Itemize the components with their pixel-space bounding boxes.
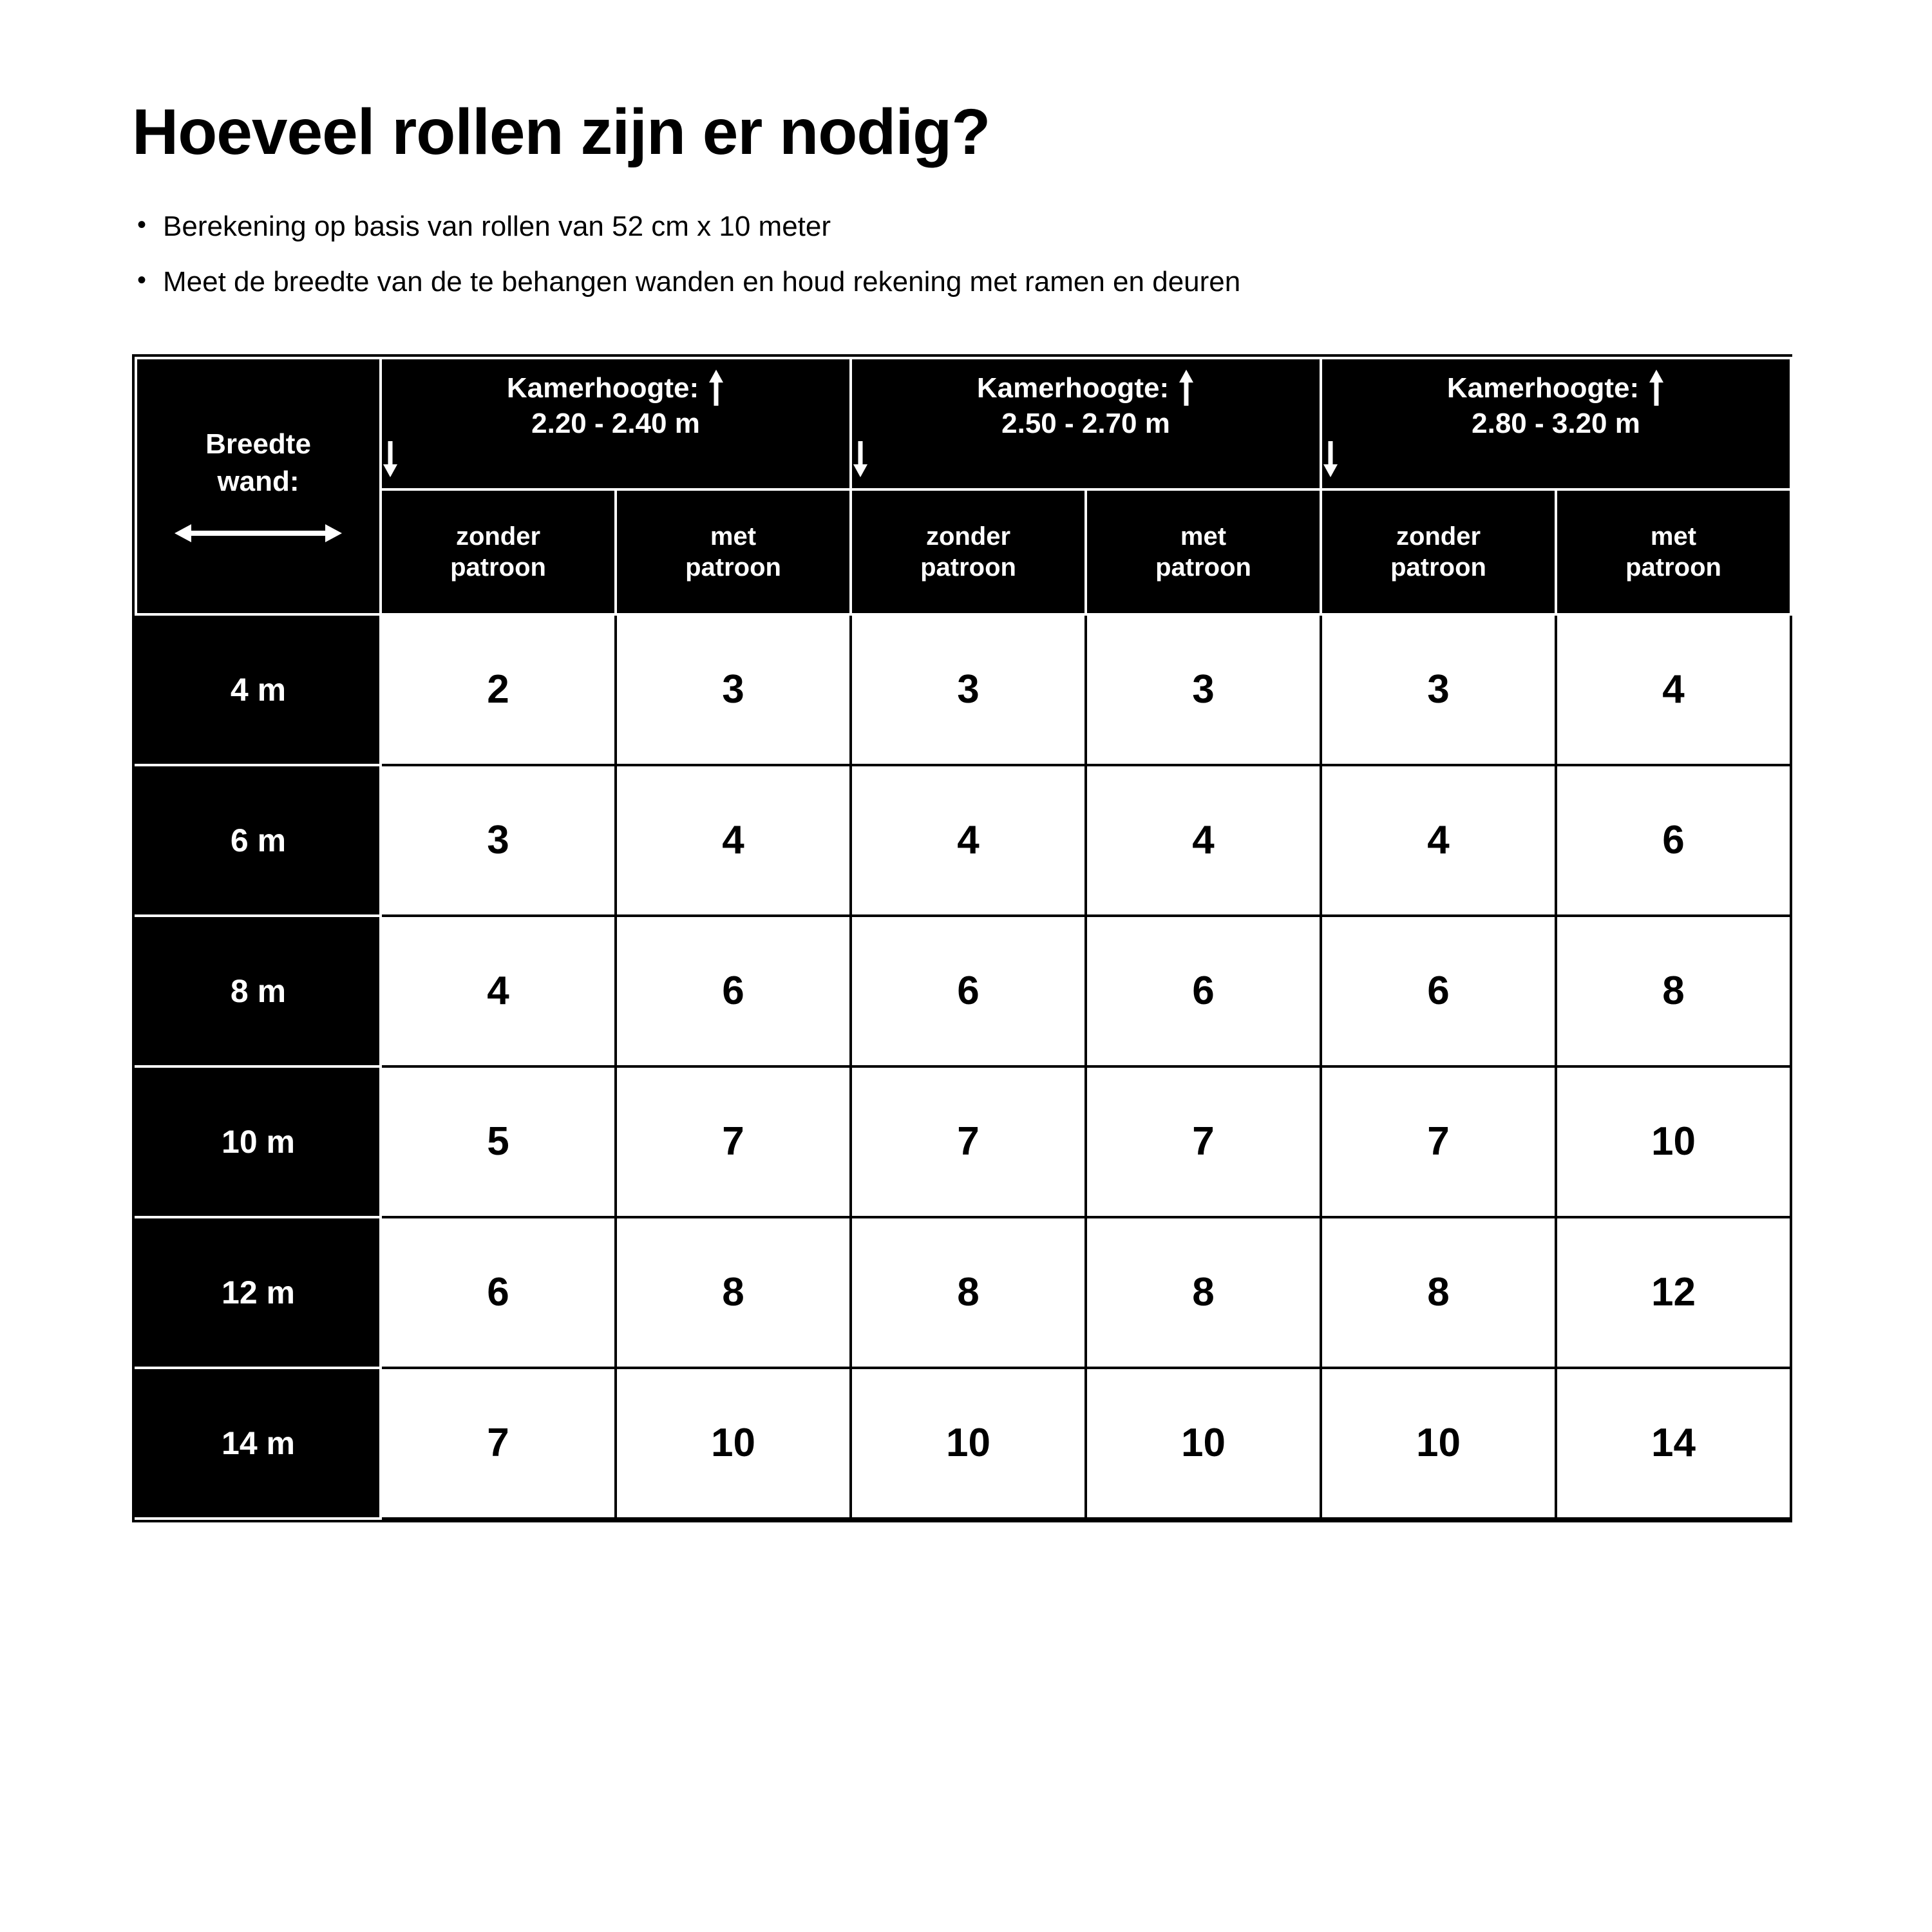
height-arrow-up-icon xyxy=(708,370,724,406)
group-header-2 xyxy=(851,358,1321,489)
table-cell: 7 xyxy=(851,1066,1086,1217)
row-header: 14 m xyxy=(136,1368,381,1519)
subheader-6 xyxy=(1556,489,1791,614)
group-header-3 xyxy=(1321,358,1791,489)
row-header: 10 m xyxy=(136,1066,381,1217)
bullet-text: Meet de breedte van de te behangen wanden en houd rekening met ramen en deuren xyxy=(163,265,1241,298)
group-2-label: Kamerhoogte: xyxy=(976,372,1170,404)
bullet-dot-icon: • xyxy=(137,265,147,294)
table-cell: 7 xyxy=(1086,1066,1321,1217)
bullet-dot-icon: • xyxy=(137,211,147,239)
subheader-2-line1: met xyxy=(710,522,757,551)
table-row xyxy=(136,1066,1791,1217)
list-item xyxy=(137,206,1803,247)
subheader-5-line1: zonder xyxy=(1396,522,1481,551)
subheader-2-line2: patroon xyxy=(685,553,781,582)
table-cell: 3 xyxy=(851,614,1086,765)
row-header: 12 m xyxy=(136,1217,381,1368)
subheader-2 xyxy=(616,489,851,614)
table-cell: 6 xyxy=(1556,765,1791,916)
subheader-3 xyxy=(851,489,1086,614)
table-cell: 4 xyxy=(1321,765,1556,916)
table-cell: 5 xyxy=(381,1066,616,1217)
width-arrow-icon xyxy=(137,520,379,546)
table-row xyxy=(136,1217,1791,1368)
table-cell: 3 xyxy=(1321,614,1556,765)
subheader-3-line1: zonder xyxy=(925,522,1011,551)
corner-label-line2: wand: xyxy=(217,465,299,497)
rolls-table-container xyxy=(132,354,1792,1522)
subheader-6-line1: met xyxy=(1650,522,1697,551)
table-cell: 8 xyxy=(1321,1217,1556,1368)
table-row xyxy=(136,916,1791,1066)
table-cell: 8 xyxy=(851,1217,1086,1368)
rolls-table xyxy=(135,357,1792,1520)
list-item xyxy=(137,261,1803,303)
table-cell: 2 xyxy=(381,614,616,765)
table-row xyxy=(136,1368,1791,1519)
group-3-label: Kamerhoogte: xyxy=(1446,372,1640,404)
table-row xyxy=(136,614,1791,765)
table-cell: 3 xyxy=(381,765,616,916)
height-arrow-down-icon xyxy=(1322,441,1790,477)
table-cell: 8 xyxy=(1086,1217,1321,1368)
subheader-1-line2: patroon xyxy=(450,553,546,582)
table-cell: 6 xyxy=(616,916,851,1066)
table-cell: 10 xyxy=(1086,1368,1321,1519)
group-2-range: 2.50 - 2.70 m xyxy=(1001,408,1170,440)
table-cell: 14 xyxy=(1556,1368,1791,1519)
table-cell: 3 xyxy=(616,614,851,765)
corner-header xyxy=(136,358,381,614)
group-1-range: 2.20 - 2.40 m xyxy=(531,408,700,440)
subheader-1-line1: zonder xyxy=(455,522,541,551)
page-title: Hoeveel rollen zijn er nodig? xyxy=(132,96,990,168)
table-row xyxy=(136,765,1791,916)
subheader-5 xyxy=(1321,489,1556,614)
corner-label-line1: Breedte xyxy=(205,428,311,460)
table-header-row-groups xyxy=(136,358,1791,489)
table-cell: 7 xyxy=(1321,1066,1556,1217)
table-cell: 4 xyxy=(851,765,1086,916)
row-header: 4 m xyxy=(136,614,381,765)
table-cell: 10 xyxy=(1556,1066,1791,1217)
table-cell: 6 xyxy=(851,916,1086,1066)
table-cell: 12 xyxy=(1556,1217,1791,1368)
table-cell: 7 xyxy=(616,1066,851,1217)
table-cell: 8 xyxy=(616,1217,851,1368)
table-cell: 6 xyxy=(1086,916,1321,1066)
table-cell: 6 xyxy=(1321,916,1556,1066)
height-arrow-up-icon xyxy=(1648,370,1665,406)
group-1-label: Kamerhoogte: xyxy=(506,372,699,404)
height-arrow-down-icon xyxy=(382,441,849,477)
subheader-4-line2: patroon xyxy=(1155,553,1251,582)
table-cell: 8 xyxy=(1556,916,1791,1066)
table-cell: 4 xyxy=(616,765,851,916)
row-header: 6 m xyxy=(136,765,381,916)
subheader-5-line2: patroon xyxy=(1390,553,1486,582)
subheader-6-line2: patroon xyxy=(1625,553,1721,582)
table-header-row-sub xyxy=(136,489,1791,614)
subheader-4 xyxy=(1086,489,1321,614)
bullet-list xyxy=(137,206,1803,303)
table-cell: 10 xyxy=(1321,1368,1556,1519)
table-cell: 6 xyxy=(381,1217,616,1368)
subheader-1 xyxy=(381,489,616,614)
table-cell: 4 xyxy=(1086,765,1321,916)
subheader-4-line1: met xyxy=(1180,522,1227,551)
table-cell: 4 xyxy=(1556,614,1791,765)
table-cell: 4 xyxy=(381,916,616,1066)
table-cell: 7 xyxy=(381,1368,616,1519)
row-header: 8 m xyxy=(136,916,381,1066)
table-cell: 3 xyxy=(1086,614,1321,765)
subheader-3-line2: patroon xyxy=(920,553,1016,582)
height-arrow-up-icon xyxy=(1178,370,1195,406)
table-cell: 10 xyxy=(851,1368,1086,1519)
group-3-range: 2.80 - 3.20 m xyxy=(1472,408,1640,440)
bullet-text: Berekening op basis van rollen van 52 cm x 10 meter xyxy=(163,211,831,242)
table-cell: 10 xyxy=(616,1368,851,1519)
height-arrow-down-icon xyxy=(852,441,1320,477)
group-header-1 xyxy=(381,358,851,489)
